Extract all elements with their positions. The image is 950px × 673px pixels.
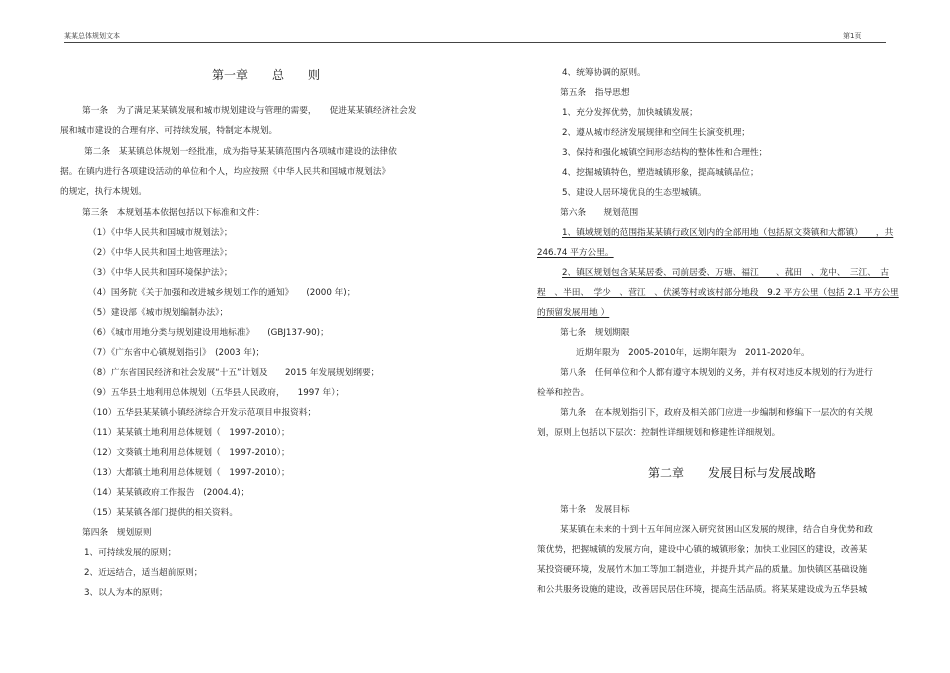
article-3-heading: 第三条 本规划基本依据包括以下标准和文件： xyxy=(82,208,265,218)
principle-2: 2、近远结合，适当超前原则； xyxy=(84,568,203,578)
basis-item-7: （7）《广东省中心镇规划指引》 (2003 年)； xyxy=(88,348,265,358)
basis-item-4: （4）国务院《关于加强和改进城乡规划工作的通知》 (2000 年)； xyxy=(88,288,356,298)
basis-item-14: （14）某某镇政府工作报告 (2004.4)； xyxy=(88,488,250,498)
scope-2-line-3: 的预留发展用地 ） xyxy=(537,308,610,318)
basis-item-9: （9）五华县土地利用总体规划（五华县人民政府， 1997 年）； xyxy=(88,388,345,398)
page-header-left: 某某总体规划文本 xyxy=(64,32,120,40)
goal-line-1: 某某镇在未来的十到十五年间应深入研究贫困山区发展的规律，结合自身优势和政 xyxy=(560,525,873,535)
article-7-heading: 第七条 规划期限 xyxy=(560,328,630,338)
article-2-line-1: 第二条 某某镇总体规划一经批准，成为指导某某镇范围内各项城市建设的法律依 xyxy=(84,147,397,157)
goal-line-4: 和公共服务设施的建设，改善居民居住环境，提高生活品质。将某某建设成为五华县城 xyxy=(537,585,868,595)
article-10-heading: 第十条 发展目标 xyxy=(560,505,630,515)
principle-3: 3、以人为本的原则； xyxy=(84,588,168,598)
basis-item-13: （13）大都镇土地利用总体规划（ 1997-2010）； xyxy=(88,468,290,478)
basis-item-5: （5）建设部《城市规划编制办法》； xyxy=(88,308,229,318)
guideline-5: 5、建设人居环境优良的生态型城镇。 xyxy=(562,188,707,198)
guideline-4: 4、挖掘城镇特色，塑造城镇形象，提高城镇品位； xyxy=(562,168,759,178)
article-2-line-3: 的规定，执行本规划。 xyxy=(60,187,147,197)
scope-1-line-1: 1、镇域规划的范围指某某镇行政区划内的全部用地（包括原文葵镇和大都镇） ，共 xyxy=(562,228,894,238)
article-5-heading: 第五条 指导思想 xyxy=(560,88,630,98)
article-1-line-2: 展和城市建设的合理有序、可持续发展，特制定本规划。 xyxy=(60,126,278,136)
basis-item-10: （10）五华县某某镇小镇经济综合开发示范项目申报资料； xyxy=(88,408,317,418)
basis-item-6: （6）《城市用地分类与规划建设用地标准》 (GBJ137-90)； xyxy=(88,328,329,338)
basis-item-15: （15）某某镇各部门提供的相关资料。 xyxy=(88,508,239,518)
page-number: 第1页 xyxy=(843,32,862,40)
guideline-3: 3、保持和强化城镇空间形态结构的整体性和合理性； xyxy=(562,148,768,158)
goal-line-2: 策优势，把握城镇的发展方向，建设中心镇的城镇形象；加快工业园区的建设，改善某 xyxy=(537,545,868,555)
chapter-2-title: 第二章 发展目标与发展战略 xyxy=(648,466,817,480)
scope-2-line-1: 2、镇区规划包含某某居委、司前居委、万塘、福江 、菰田 、龙中、 三江、 古 xyxy=(562,268,889,278)
guideline-2: 2、遵从城市经济发展规律和空间生长演变机理； xyxy=(562,128,750,138)
article-9-line-1: 第九条 在本规划指引下，政府及相关部门应进一步编制和修编下一层次的有关规 xyxy=(560,408,873,418)
basis-item-11: （11）某某镇土地利用总体规划（ 1997-2010）； xyxy=(88,428,290,438)
guideline-1: 1、充分发挥优势，加快城镇发展； xyxy=(562,108,698,118)
article-8-line-1: 第八条 任何单位和个人都有遵守本规划的义务，并有权对违反本规划的行为进行 xyxy=(560,368,873,378)
goal-line-3: 某投资硬环境，发展竹木加工等加工制造业，并提升其产品的质量。加快镇区基础设施 xyxy=(537,565,868,575)
article-2-line-2: 据。在镇内进行各项建设活动的单位和个人，均应按照《中华人民共和国城市规划法》 xyxy=(60,167,391,177)
header-divider xyxy=(64,42,886,43)
article-8-line-2: 检举和控告。 xyxy=(537,388,590,398)
basis-item-1: （1）《中华人民共和国城市规划法》； xyxy=(88,228,233,238)
principle-1: 1、可持续发展的原则； xyxy=(84,548,177,558)
scope-2-line-2: 程 、半田、 学少 、营江 、伏溪等村或该村部分地段 9.2 平方公里（包括 2.1 平方公里 xyxy=(537,288,899,298)
basis-item-2: （2）《中华人民共和国土地管理法》； xyxy=(88,248,233,258)
principle-4: 4、统筹协调的原则。 xyxy=(562,68,646,78)
basis-item-12: （12）文葵镇土地利用总体规划（ 1997-2010）； xyxy=(88,448,290,458)
basis-item-3: （3）《中华人民共和国环境保护法》； xyxy=(88,268,233,278)
article-6-heading: 第六条 规划范围 xyxy=(560,208,639,218)
article-9-line-2: 划，原则上包括以下层次：控制性详细规划和修建性详细规划。 xyxy=(537,428,781,438)
planning-period: 近期年限为 2005-2010年，远期年限为 2011-2020年。 xyxy=(576,348,810,358)
basis-item-8: （8）广东省国民经济和社会发展“十五”计划及 2015 年发展规划纲要； xyxy=(88,368,380,378)
article-1-line-1: 第一条 为了满足某某镇发展和城市规划建设与管理的需要， 促进某某镇经济社会发 xyxy=(82,106,417,116)
article-4-heading: 第四条 规划原则 xyxy=(82,528,152,538)
scope-1-line-2: 246.74 平方公里。 xyxy=(537,248,614,258)
chapter-1-title: 第一章 总 则 xyxy=(212,68,321,82)
